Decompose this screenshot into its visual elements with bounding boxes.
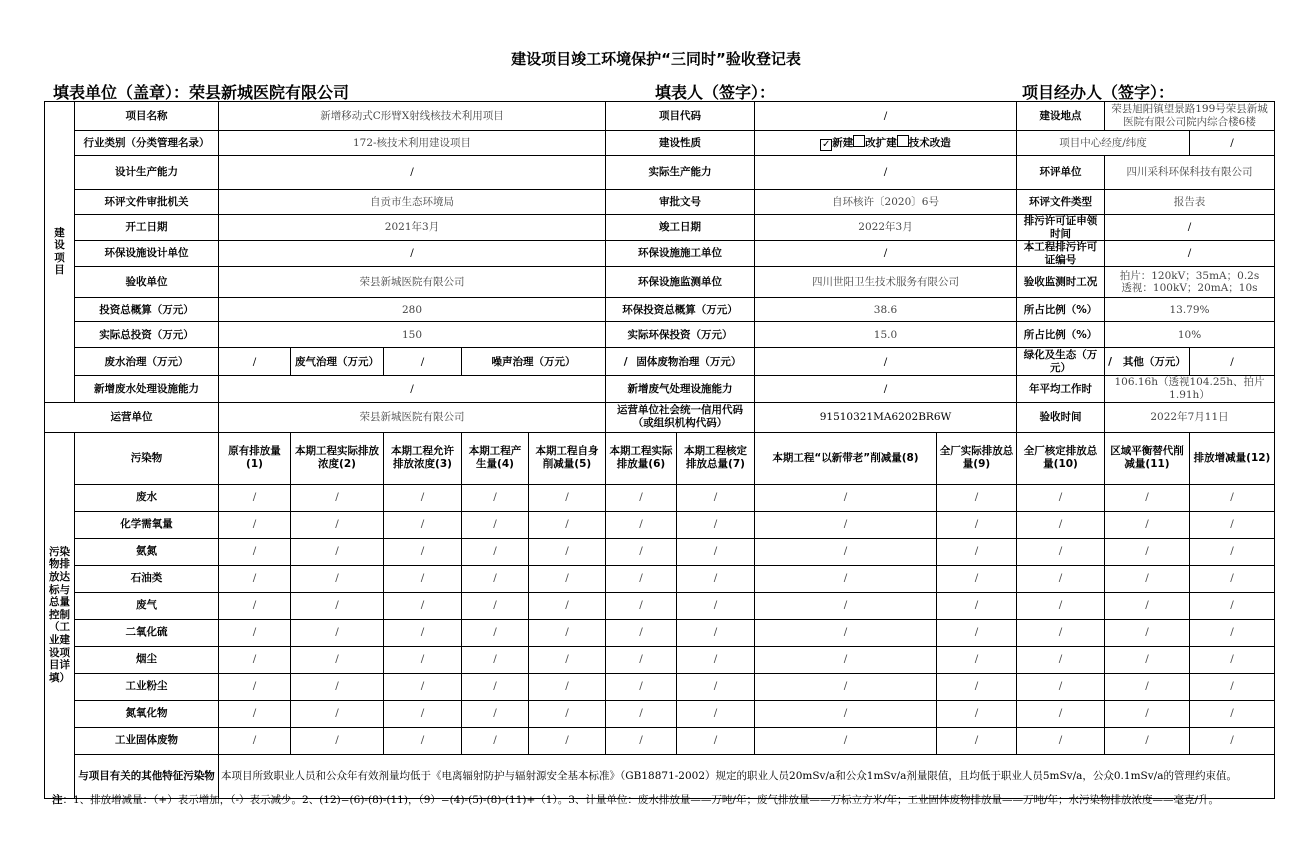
pollutant-value-cell: / bbox=[384, 727, 462, 754]
noise-label: 噪声治理（万元） bbox=[462, 348, 606, 376]
col-header-9: 全厂实际排放总量(9) bbox=[937, 432, 1017, 484]
ratio-label: 所占比例（%） bbox=[1017, 298, 1105, 322]
pollutant-value-cell: / bbox=[1017, 727, 1105, 754]
pollutant-value-cell: / bbox=[606, 538, 677, 565]
fill-unit-label: 填表单位（盖章）： bbox=[53, 83, 190, 102]
green-value: / bbox=[1108, 355, 1112, 368]
complete-label: 竣工日期 bbox=[606, 215, 755, 241]
pollutant-value-cell: / bbox=[219, 538, 291, 565]
pollutant-value-cell: / bbox=[606, 511, 677, 538]
location: 荣县旭阳镇望景路199号荣县新城医院有限公司院内综合楼6楼 bbox=[1105, 102, 1275, 131]
project-code: / bbox=[755, 102, 1017, 131]
pollutant-value-cell: / bbox=[1105, 538, 1190, 565]
pollutant-value-cell: / bbox=[1105, 511, 1190, 538]
col-header-3: 本期工程允许排放浓度(3) bbox=[384, 432, 462, 484]
pollutant-value-cell: / bbox=[1017, 511, 1105, 538]
actual-cap: / bbox=[755, 156, 1017, 190]
pollutant-value-cell: / bbox=[606, 592, 677, 619]
pollutant-value-cell: / bbox=[1105, 565, 1190, 592]
ep-design: / bbox=[219, 241, 606, 267]
registration-table bbox=[44, 101, 1275, 799]
new-gas-label: 新增废气处理设施能力 bbox=[606, 376, 755, 402]
pollutant-name: 氮氧化物 bbox=[75, 700, 219, 727]
accept-time-label: 验收时间 bbox=[1017, 402, 1105, 432]
pollutant-value-cell: / bbox=[1190, 538, 1275, 565]
nature-expand: 改扩建 bbox=[865, 137, 897, 149]
credit-code: 91510321MA6202BR6W bbox=[755, 402, 1017, 432]
gas: / bbox=[384, 348, 462, 376]
pollutant-value-cell: / bbox=[529, 484, 606, 511]
pollutant-value-cell: / bbox=[1017, 565, 1105, 592]
pollutant-row bbox=[45, 484, 1275, 511]
pollutant-row bbox=[45, 673, 1275, 700]
pollutant-value-cell: / bbox=[462, 700, 529, 727]
industry: 172-核技术利用建设项目 bbox=[219, 131, 606, 156]
pollutant-value-cell: / bbox=[462, 673, 529, 700]
pollutant-value-cell: / bbox=[219, 565, 291, 592]
pollutant-header-row bbox=[45, 432, 1275, 484]
pollutant-value-cell: / bbox=[384, 673, 462, 700]
credit-code-label: 运营单位社会统一信用代码（或组织机构代码） bbox=[606, 402, 755, 432]
pollutant-value-cell: / bbox=[677, 538, 755, 565]
pollutant-name: 工业固体废物 bbox=[75, 727, 219, 754]
solid: / bbox=[755, 348, 1017, 376]
pollutant-value-cell: / bbox=[529, 727, 606, 754]
pollutant-value-cell: / bbox=[755, 646, 937, 673]
pollutant-value-cell: / bbox=[937, 673, 1017, 700]
pollutant-value-cell: / bbox=[529, 646, 606, 673]
pollutant-value-cell: / bbox=[1190, 592, 1275, 619]
ep-invest-label: 环保投资总概算（万元） bbox=[606, 298, 755, 322]
operator-label: 运营单位 bbox=[45, 402, 219, 432]
industry-label: 行业类别（分类管理名录） bbox=[75, 131, 219, 156]
pollutant-value-cell: / bbox=[1017, 700, 1105, 727]
ep-build-label: 环保设施施工单位 bbox=[606, 241, 755, 267]
pollutant-value-cell: / bbox=[937, 727, 1017, 754]
start-date: 2021年3月 bbox=[219, 215, 606, 241]
pollutant-row bbox=[45, 700, 1275, 727]
pollutant-value-cell: / bbox=[462, 592, 529, 619]
pollutant-value-cell: / bbox=[755, 538, 937, 565]
pollutant-value-cell: / bbox=[755, 700, 937, 727]
pollutant-value-cell: / bbox=[1190, 484, 1275, 511]
pollutant-value-cell: / bbox=[1105, 673, 1190, 700]
nature-options bbox=[755, 131, 1017, 156]
nature-label: 建设性质 bbox=[606, 131, 755, 156]
nature-tech: 技术改造 bbox=[908, 137, 951, 149]
pollutant-value-cell: / bbox=[606, 700, 677, 727]
pollutant-row bbox=[45, 565, 1275, 592]
pollutant-value-cell: / bbox=[291, 700, 384, 727]
col-header-1: 原有排放量(1) bbox=[219, 432, 291, 484]
pollutant-row bbox=[45, 727, 1275, 754]
pollutant-value-cell: / bbox=[755, 484, 937, 511]
pollutant-value-cell: / bbox=[677, 565, 755, 592]
pollutant-name: 化学需氧量 bbox=[75, 511, 219, 538]
pollutant-value-cell: / bbox=[1017, 538, 1105, 565]
pollutant-value-cell: / bbox=[219, 484, 291, 511]
eia-approver: 自贡市生态环境局 bbox=[219, 190, 606, 215]
pollutant-value-cell: / bbox=[677, 673, 755, 700]
pollutant-value-cell: / bbox=[462, 538, 529, 565]
ep-monitor: 四川世阳卫生技术服务有限公司 bbox=[755, 267, 1017, 298]
ep-invest: 38.6 bbox=[755, 298, 1017, 322]
note-label: 注 bbox=[52, 794, 63, 806]
start-label: 开工日期 bbox=[75, 215, 219, 241]
pollutant-value-cell: / bbox=[1190, 619, 1275, 646]
nature-new: 新建 bbox=[832, 137, 854, 149]
manager-label: 项目经办人（签字）： bbox=[1022, 83, 1175, 102]
pollutant-value-cell: / bbox=[937, 700, 1017, 727]
pollutant-col-header: 污染物 bbox=[75, 432, 219, 484]
pollutant-value-cell: / bbox=[606, 727, 677, 754]
new-ww-label: 新增废水处理设施能力 bbox=[75, 376, 219, 402]
pollutant-value-cell: / bbox=[937, 646, 1017, 673]
pollutant-value-cell: / bbox=[384, 619, 462, 646]
pollutant-value-cell: / bbox=[1105, 619, 1190, 646]
complete-date: 2022年3月 bbox=[755, 215, 1017, 241]
pollutant-name: 废气 bbox=[75, 592, 219, 619]
wastewater: / bbox=[219, 348, 291, 376]
pollutant-value-cell: / bbox=[1190, 565, 1275, 592]
coord-label: 项目中心经度/纬度 bbox=[1017, 131, 1190, 156]
pollutant-value-cell: / bbox=[384, 592, 462, 619]
actual-invest: 150 bbox=[219, 322, 606, 348]
col-header-4: 本期工程产生量(4) bbox=[462, 432, 529, 484]
pollutant-value-cell: / bbox=[462, 511, 529, 538]
pollutant-value-cell: / bbox=[529, 538, 606, 565]
pollutant-name: 石油类 bbox=[75, 565, 219, 592]
other: / bbox=[1190, 348, 1275, 376]
pollutant-name: 废水 bbox=[75, 484, 219, 511]
pollutant-value-cell: / bbox=[1017, 673, 1105, 700]
pollutant-value-cell: / bbox=[755, 511, 937, 538]
form-title: 建设项目竣工环境保护“三同时”验收登记表 bbox=[511, 50, 801, 68]
ep-build: / bbox=[755, 241, 1017, 267]
pollutant-value-cell: / bbox=[937, 538, 1017, 565]
pollutant-value-cell: / bbox=[677, 484, 755, 511]
nature-tech-checkbox[interactable] bbox=[897, 135, 909, 147]
operator-unit: 荣县新城医院有限公司 bbox=[219, 402, 606, 432]
eia-type-label: 环评文件类型 bbox=[1017, 190, 1105, 215]
pollutant-row bbox=[45, 619, 1275, 646]
pollutant-name: 氨氮 bbox=[75, 538, 219, 565]
noise-value: / bbox=[623, 355, 628, 368]
pollutant-value-cell: / bbox=[462, 619, 529, 646]
pollutant-value-cell: / bbox=[462, 484, 529, 511]
footnote bbox=[52, 793, 1267, 808]
col-header-7: 本期工程核定排放总量(7) bbox=[677, 432, 755, 484]
monitor-cond-label: 验收监测时工况 bbox=[1017, 267, 1105, 298]
pollutant-value-cell: / bbox=[677, 511, 755, 538]
pollutant-value-cell: / bbox=[1017, 619, 1105, 646]
pollutant-value-cell: / bbox=[219, 511, 291, 538]
pollutant-value-cell: / bbox=[291, 646, 384, 673]
accept-unit-label: 验收单位 bbox=[75, 267, 219, 298]
monitor-cond-line2: 透视：100kV；20mA；10s bbox=[1121, 282, 1258, 295]
pollutant-value-cell: / bbox=[1105, 700, 1190, 727]
pollutant-value-cell: / bbox=[1105, 646, 1190, 673]
col-header-11: 区域平衡替代削减量(11) bbox=[1105, 432, 1190, 484]
pollutant-value-cell: / bbox=[606, 565, 677, 592]
design-cap-label: 设计生产能力 bbox=[75, 156, 219, 190]
pollutant-name: 二氧化硫 bbox=[75, 619, 219, 646]
pollutant-value-cell: / bbox=[755, 673, 937, 700]
pollutant-value-cell: / bbox=[1190, 673, 1275, 700]
actual-ep: 15.0 bbox=[755, 322, 1017, 348]
pollutant-value-cell: / bbox=[677, 646, 755, 673]
location-label: 建设地点 bbox=[1017, 102, 1105, 131]
eia-type: 报告表 bbox=[1105, 190, 1275, 215]
pollutant-value-cell: / bbox=[677, 592, 755, 619]
section-build-text: 建设项目 bbox=[54, 226, 65, 277]
pollutant-value-cell: / bbox=[462, 646, 529, 673]
pollutant-value-cell: / bbox=[755, 619, 937, 646]
project-name-label: 项目名称 bbox=[75, 102, 219, 131]
pollutant-value-cell: / bbox=[219, 646, 291, 673]
gas-label: 废气治理（万元） bbox=[291, 348, 384, 376]
pollutant-name: 工业粉尘 bbox=[75, 673, 219, 700]
pollutant-value-cell: / bbox=[529, 511, 606, 538]
coord: / bbox=[1190, 131, 1275, 156]
other-features: 本项目所致职业人员和公众年有效剂量均低于《电离辐射防护与辐射源安全基本标准》（GB18871-2002）规定的职业人员20mSv/a和公众1mSv/a剂量限值，且均低于职业人员5mSv/a，公众0.1mSv/a的管理约束值。 bbox=[219, 754, 1275, 798]
pollutant-value-cell: / bbox=[529, 565, 606, 592]
monitor-cond-line1: 拍片：120kV；35mA；0.2s bbox=[1119, 269, 1260, 282]
pollutant-value-cell: / bbox=[677, 727, 755, 754]
pollutant-value-cell: / bbox=[462, 565, 529, 592]
pollutant-value-cell: / bbox=[606, 619, 677, 646]
permit-no: / bbox=[1105, 241, 1275, 267]
pollutant-value-cell: / bbox=[1017, 592, 1105, 619]
pollutant-value-cell: / bbox=[1190, 727, 1275, 754]
pollutant-value-cell: / bbox=[1105, 484, 1190, 511]
pollutant-value-cell: / bbox=[384, 538, 462, 565]
pollutant-value-cell: / bbox=[755, 592, 937, 619]
actual-invest-label: 实际总投资（万元） bbox=[75, 322, 219, 348]
pollutant-value-cell: / bbox=[1190, 646, 1275, 673]
pollutant-row bbox=[45, 511, 1275, 538]
section-build-label bbox=[45, 102, 75, 403]
pollutant-value-cell: / bbox=[291, 727, 384, 754]
permit-date: / bbox=[1105, 215, 1275, 241]
pollutant-value-cell: / bbox=[937, 484, 1017, 511]
pollutant-value-cell: / bbox=[755, 727, 937, 754]
pollutant-value-cell: / bbox=[291, 511, 384, 538]
pollutant-row bbox=[45, 646, 1275, 673]
invest-total: 280 bbox=[219, 298, 606, 322]
pollutant-value-cell: / bbox=[677, 700, 755, 727]
pollutant-value-cell: / bbox=[606, 673, 677, 700]
pollutant-value-cell: / bbox=[937, 511, 1017, 538]
col-header-8: 本期工程“以新带老”削减量(8) bbox=[755, 432, 937, 484]
pollutant-value-cell: / bbox=[219, 673, 291, 700]
ep-design-label: 环保设施设计单位 bbox=[75, 241, 219, 267]
pollutant-value-cell: / bbox=[291, 619, 384, 646]
pollutant-value-cell: / bbox=[755, 565, 937, 592]
pollutant-row bbox=[45, 538, 1275, 565]
pollutant-value-cell: / bbox=[219, 592, 291, 619]
fill-unit-value: 荣县新城医院有限公司 bbox=[189, 83, 350, 102]
permit-no-label: 本工程排污许可证编号 bbox=[1017, 241, 1105, 267]
section-pollution-text: 污染物排放达标与总量控制（工业建设项目详填） bbox=[49, 545, 70, 684]
pollutant-value-cell: / bbox=[219, 727, 291, 754]
accept-time: 2022年7月11日 bbox=[1105, 402, 1275, 432]
pollutant-value-cell: / bbox=[937, 619, 1017, 646]
pollutant-value-cell: / bbox=[529, 619, 606, 646]
pollutant-value-cell: / bbox=[1105, 592, 1190, 619]
pollutant-value-cell: / bbox=[291, 538, 384, 565]
design-cap: / bbox=[219, 156, 606, 190]
pollutant-value-cell: / bbox=[384, 700, 462, 727]
section-pollution-label bbox=[45, 432, 75, 798]
col-header-5: 本期工程自身削减量(5) bbox=[529, 432, 606, 484]
ep-monitor-label: 环保设施监测单位 bbox=[606, 267, 755, 298]
new-gas: / bbox=[755, 376, 1017, 402]
solid-label-text: 固体废物治理（万元） bbox=[636, 355, 742, 368]
other-features-label: 与项目有关的其他特征污染物 bbox=[75, 754, 219, 798]
col-header-6: 本期工程实际排放量(6) bbox=[606, 432, 677, 484]
pollutant-value-cell: / bbox=[291, 673, 384, 700]
eia-unit: 四川采科环保科技有限公司 bbox=[1105, 156, 1275, 190]
actual-cap-label: 实际生产能力 bbox=[606, 156, 755, 190]
col-header-10: 全厂核定排放总量(10) bbox=[1017, 432, 1105, 484]
pollutant-row bbox=[45, 592, 1275, 619]
other-label: 其他（万元） bbox=[1122, 355, 1186, 368]
ratio2: 10% bbox=[1105, 322, 1275, 348]
eia-unit-label: 环评单位 bbox=[1017, 156, 1105, 190]
pollutant-value-cell: / bbox=[1017, 484, 1105, 511]
ratio: 13.79% bbox=[1105, 298, 1275, 322]
pollutant-value-cell: / bbox=[1105, 727, 1190, 754]
pollutant-value-cell: / bbox=[529, 592, 606, 619]
pollutant-value-cell: / bbox=[606, 646, 677, 673]
fill-unit bbox=[53, 80, 349, 103]
pollutant-value-cell: / bbox=[384, 484, 462, 511]
pollutant-value-cell: / bbox=[677, 619, 755, 646]
monitor-cond bbox=[1105, 267, 1275, 298]
green-label: 绿化及生态（万元） bbox=[1017, 348, 1105, 376]
pollutant-value-cell: / bbox=[529, 700, 606, 727]
green-other bbox=[1105, 348, 1190, 376]
new-ww: / bbox=[219, 376, 606, 402]
pollutant-value-cell: / bbox=[937, 565, 1017, 592]
project-code-label: 项目代码 bbox=[606, 102, 755, 131]
pollutant-value-cell: / bbox=[219, 700, 291, 727]
eia-approver-label: 环评文件审批机关 bbox=[75, 190, 219, 215]
approval-no: 自环核许〔2020〕6号 bbox=[755, 190, 1017, 215]
pollutant-value-cell: / bbox=[1190, 700, 1275, 727]
invest-total-label: 投资总概算（万元） bbox=[75, 298, 219, 322]
pollutant-value-cell: / bbox=[291, 565, 384, 592]
nature-new-checkbox[interactable]: ✓ bbox=[822, 139, 831, 150]
pollutant-value-cell: / bbox=[291, 484, 384, 511]
pollutant-value-cell: / bbox=[529, 673, 606, 700]
pollutant-name: 烟尘 bbox=[75, 646, 219, 673]
pollutant-value-cell: / bbox=[1017, 646, 1105, 673]
note-text: ：1、排放增减量：（+）表示增加，（-）表示减少。2、(12)=(6)-(8)-(11)，（9）=(4)-(5)-(8)-(11)+（1）。3、计量单位：废水排放量——万吨/年；废气排放量——万标立方米/年；工业固体废物排放量——万吨/年；水污染物排放浓度——毫克/升。 bbox=[62, 794, 1220, 806]
pollutant-value-cell: / bbox=[937, 592, 1017, 619]
accept-unit: 荣县新城医院有限公司 bbox=[219, 267, 606, 298]
actual-ep-label: 实际环保投资（万元） bbox=[606, 322, 755, 348]
wastewater-label: 废水治理（万元） bbox=[75, 348, 219, 376]
filler-label: 填表人（签字）： bbox=[655, 83, 776, 102]
hours: 106.16h（透视104.25h、拍片1.91h） bbox=[1105, 376, 1275, 402]
col-header-12: 排放增减量(12) bbox=[1190, 432, 1275, 484]
pollutant-value-cell: / bbox=[384, 565, 462, 592]
hours-label: 年平均工作时 bbox=[1017, 376, 1105, 402]
pollutant-value-cell: / bbox=[384, 511, 462, 538]
pollutant-value-cell: / bbox=[291, 592, 384, 619]
approval-no-label: 审批文号 bbox=[606, 190, 755, 215]
pollutant-value-cell: / bbox=[219, 619, 291, 646]
col-header-2: 本期工程实际排放浓度(2) bbox=[291, 432, 384, 484]
solid-label bbox=[606, 348, 755, 376]
pollutant-value-cell: / bbox=[1190, 511, 1275, 538]
pollutant-value-cell: / bbox=[462, 727, 529, 754]
pollutant-value-cell: / bbox=[606, 484, 677, 511]
nature-expand-checkbox[interactable] bbox=[853, 135, 865, 147]
project-name: 新增移动式C形臂X射线核技术利用项目 bbox=[219, 102, 606, 131]
permit-date-label: 排污许可证申领时间 bbox=[1017, 215, 1105, 241]
ratio2-label: 所占比例（%） bbox=[1017, 322, 1105, 348]
pollutant-value-cell: / bbox=[384, 646, 462, 673]
